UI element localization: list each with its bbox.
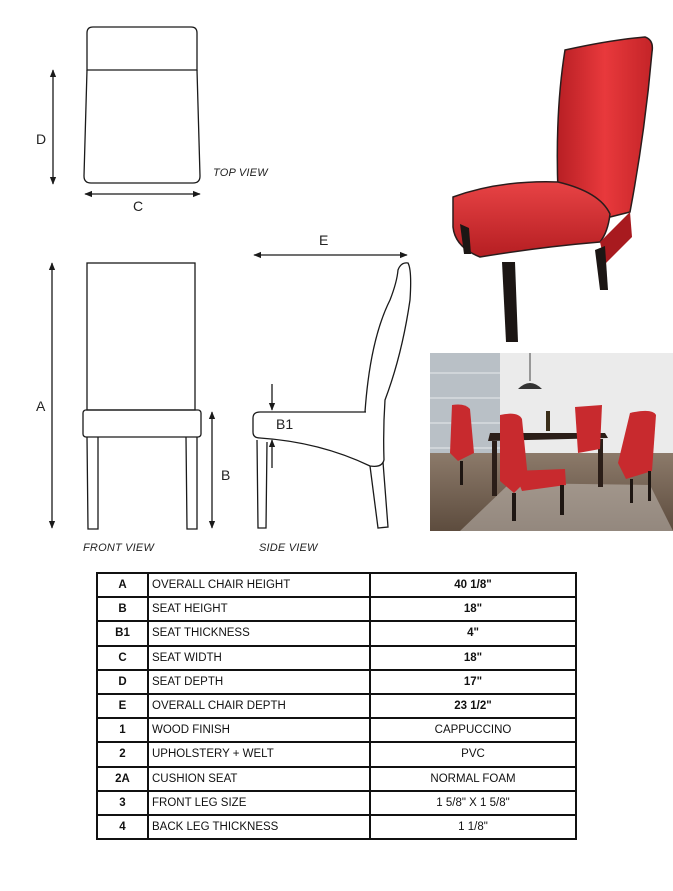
spec-value: 4" [370,621,576,645]
dimension-d-label: D [36,131,47,147]
spec-name: SEAT WIDTH [148,646,370,670]
spec-value: PVC [370,742,576,766]
spec-row [97,597,576,621]
front-view-drawing [83,263,201,529]
spec-key: 2 [97,742,148,766]
spec-value: NORMAL FOAM [370,767,576,791]
side-view-caption: SIDE VIEW [259,542,318,554]
red-chair-photo [440,32,662,347]
spec-row [97,573,576,597]
spec-key: 4 [97,815,148,839]
spec-row [97,791,576,815]
spec-row [97,670,576,694]
spec-key: C [97,646,148,670]
front-view-caption: FRONT VIEW [83,542,155,554]
spec-name: FRONT LEG SIZE [148,791,370,815]
top-view-drawing [84,27,200,183]
spec-key: E [97,694,148,718]
spec-row [97,718,576,742]
spec-row [97,621,576,645]
spec-value: 17" [370,670,576,694]
spec-value: 18" [370,646,576,670]
spec-row [97,694,576,718]
spec-key: D [97,670,148,694]
spec-key: 3 [97,791,148,815]
spec-row [97,646,576,670]
top-view-caption: TOP VIEW [213,167,268,179]
dimension-e-label: E [319,232,329,248]
spec-row [97,815,576,839]
spec-name: SEAT HEIGHT [148,597,370,621]
spec-row [97,742,576,766]
spec-row [97,767,576,791]
side-view-drawing [253,263,411,528]
spec-name: SEAT THICKNESS [148,621,370,645]
spec-name: OVERALL CHAIR HEIGHT [148,573,370,597]
spec-key: B [97,597,148,621]
spec-key: A [97,573,148,597]
spec-value: 40 1/8" [370,573,576,597]
spec-name: UPHOLSTERY + WELT [148,742,370,766]
dimension-c-label: C [133,198,144,214]
spec-name: OVERALL CHAIR DEPTH [148,694,370,718]
spec-value: 1 5/8" X 1 5/8" [370,791,576,815]
spec-name: SEAT DEPTH [148,670,370,694]
chair-line-drawings [0,0,420,560]
dimension-b1-label: B1 [276,416,294,432]
spec-name: CUSHION SEAT [148,767,370,791]
dimension-b-label: B [221,467,231,483]
spec-value: 1 1/8" [370,815,576,839]
spec-table [96,572,577,840]
spec-key: B1 [97,621,148,645]
spec-name: BACK LEG THICKNESS [148,815,370,839]
spec-value: 23 1/2" [370,694,576,718]
spec-key: 1 [97,718,148,742]
spec-name: WOOD FINISH [148,718,370,742]
dimension-a-label: A [36,398,46,414]
spec-value: CAPPUCCINO [370,718,576,742]
spec-value: 18" [370,597,576,621]
dining-set-photo [430,353,673,531]
spec-key: 2A [97,767,148,791]
